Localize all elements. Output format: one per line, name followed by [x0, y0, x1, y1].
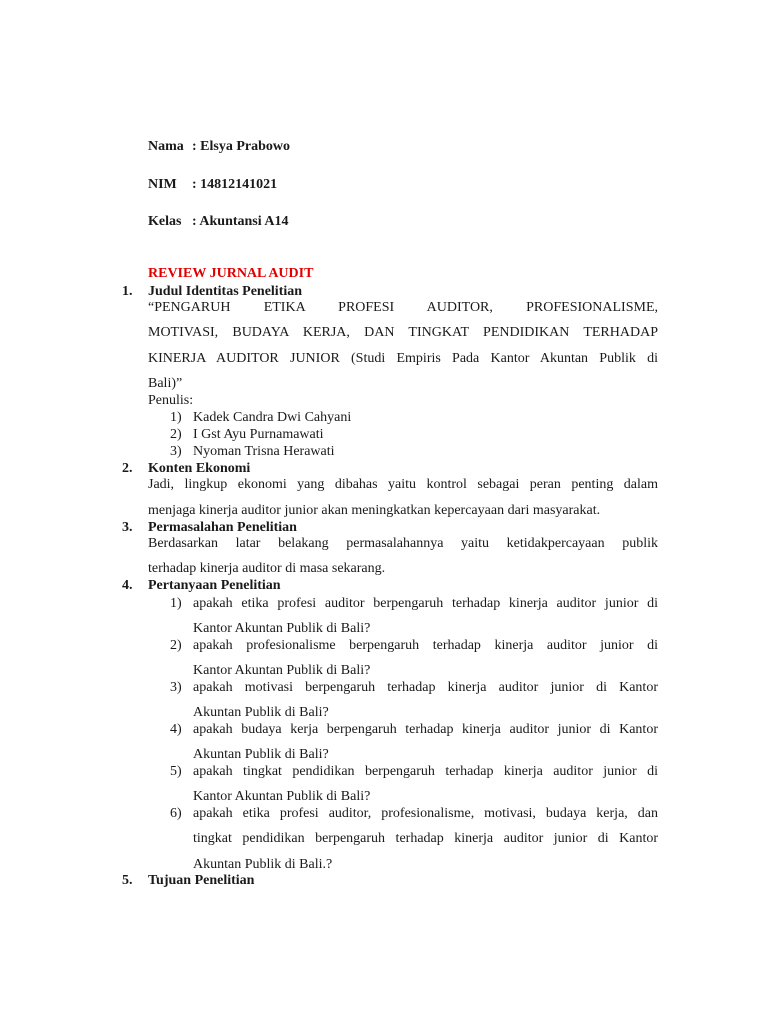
question-6-line-3: Akuntan Publik di Bali.?: [193, 857, 333, 872]
konten-line-1: Jadi, lingkup ekonomi yang dibahas yaitu kontrol sebagai peran penting dalam: [148, 477, 658, 492]
review-title: REVIEW JURNAL AUDIT: [148, 266, 314, 281]
author-2-number: 2): [170, 427, 182, 442]
kelas-label: Kelas: [148, 214, 182, 229]
konten-line-2: menjaga kinerja auditor junior akan meningkatkan kepercayaan dari masyarakat.: [148, 503, 601, 518]
author-3-number: 3): [170, 444, 182, 459]
section-5-heading: Tujuan Penelitian: [148, 873, 255, 888]
permasalahan-line-2: terhadap kinerja auditor di masa sekarang.: [148, 561, 386, 576]
judul-line-3: KINERJA AUDITOR JUNIOR (Studi Empiris Pada Kantor Akuntan Publik di: [148, 351, 658, 366]
question-4-line-2: Akuntan Publik di Bali?: [193, 747, 329, 762]
question-2-line-2: Kantor Akuntan Publik di Bali?: [193, 663, 371, 678]
question-1-line-1: apakah etika profesi auditor berpengaruh terhadap kinerja auditor junior di: [193, 596, 658, 611]
nim-value: : 14812141021: [192, 177, 278, 192]
penulis-label: Penulis:: [148, 393, 194, 408]
judul-line-2: MOTIVASI, BUDAYA KERJA, DAN TINGKAT PENDIDIKAN TERHADAP: [148, 325, 658, 340]
judul-line-1: “PENGARUH ETIKA PROFESI AUDITOR, PROFESIONALISME,: [148, 300, 658, 315]
kelas-value: : Akuntansi A14: [192, 214, 289, 229]
section-3-number: 3.: [122, 520, 133, 535]
question-6-line-2: tingkat pendidikan berpengaruh terhadap kinerja auditor junior di Kantor: [193, 831, 658, 846]
question-1-line-2: Kantor Akuntan Publik di Bali?: [193, 621, 371, 636]
question-4-number: 4): [170, 722, 182, 737]
section-3-heading: Permasalahan Penelitian: [148, 520, 297, 535]
section-4-number: 4.: [122, 578, 133, 593]
section-1-heading: Judul Identitas Penelitian: [148, 284, 303, 299]
question-3-line-2: Akuntan Publik di Bali?: [193, 705, 329, 720]
nama-label: Nama: [148, 139, 184, 154]
section-4-heading: Pertanyaan Penelitian: [148, 578, 281, 593]
question-3-line-1: apakah motivasi berpengaruh terhadap kinerja auditor junior di Kantor: [193, 680, 658, 695]
section-2-number: 2.: [122, 461, 133, 476]
author-1-name: Kadek Candra Dwi Cahyani: [193, 410, 352, 425]
section-2-heading: Konten Ekonomi: [148, 461, 251, 476]
permasalahan-line-1: Berdasarkan latar belakang permasalahannya yaitu ketidakpercayaan publik: [148, 536, 658, 551]
nama-value: : Elsya Prabowo: [192, 139, 290, 154]
section-5-number: 5.: [122, 873, 133, 888]
question-4-line-1: apakah budaya kerja berpengaruh terhadap kinerja auditor junior di Kantor: [193, 722, 658, 737]
question-6-line-1: apakah etika profesi auditor, profesionalisme, motivasi, budaya kerja, dan: [193, 806, 658, 821]
question-2-line-1: apakah profesionalisme berpengaruh terhadap kinerja auditor junior di: [193, 638, 658, 653]
author-3-name: Nyoman Trisna Herawati: [193, 444, 335, 459]
question-3-number: 3): [170, 680, 182, 695]
nim-label: NIM: [148, 177, 177, 192]
judul-line-4: Bali)”: [148, 376, 183, 391]
question-5-line-2: Kantor Akuntan Publik di Bali?: [193, 789, 371, 804]
question-5-number: 5): [170, 764, 182, 779]
question-2-number: 2): [170, 638, 182, 653]
question-5-line-1: apakah tingkat pendidikan berpengaruh terhadap kinerja auditor junior di: [193, 764, 658, 779]
question-1-number: 1): [170, 596, 182, 611]
author-1-number: 1): [170, 410, 182, 425]
section-1-number: 1.: [122, 284, 133, 299]
author-2-name: I Gst Ayu Purnamawati: [193, 427, 324, 442]
question-6-number: 6): [170, 806, 182, 821]
